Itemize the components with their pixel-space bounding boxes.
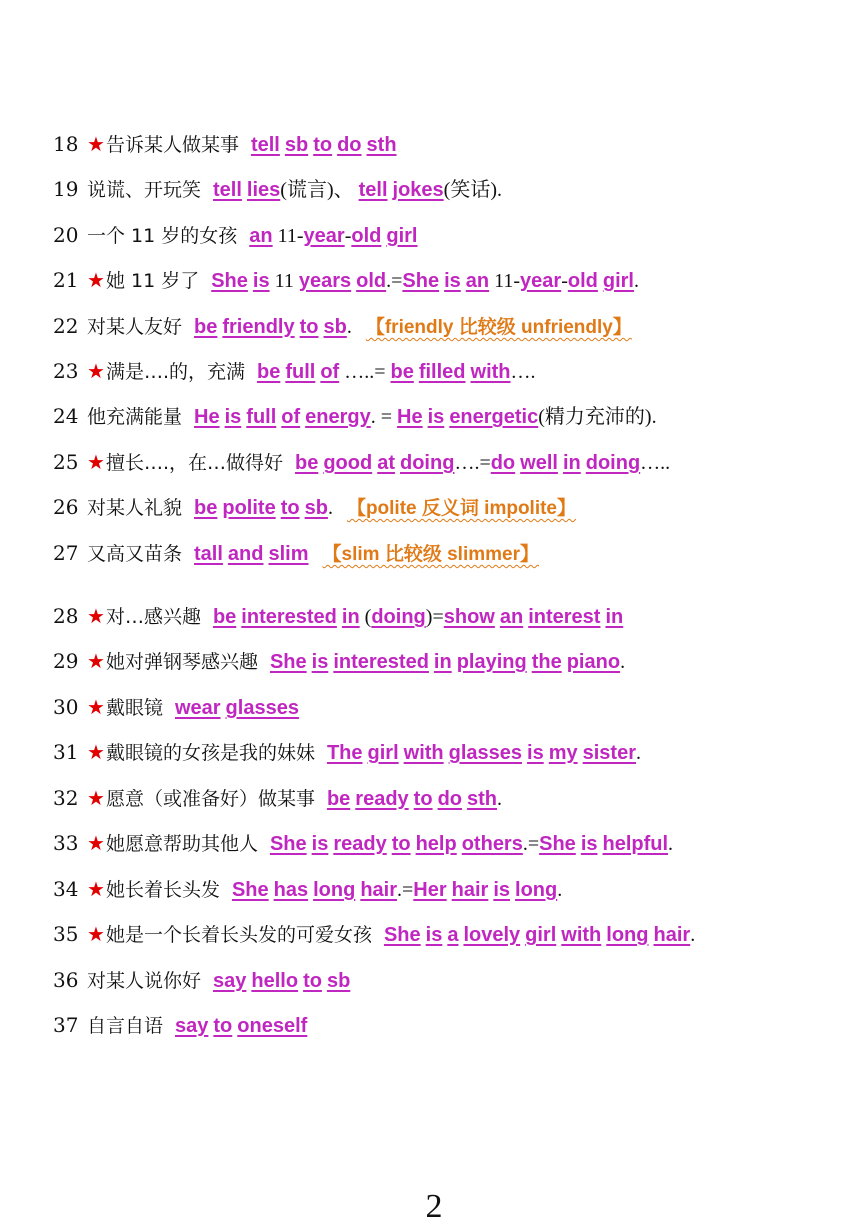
- phrase-word: an: [249, 225, 273, 247]
- phrase-row: [53, 735, 858, 769]
- phrase-word: sth: [366, 134, 397, 156]
- phrase-word: is: [425, 924, 443, 946]
- phrase-word: with: [470, 361, 511, 383]
- chinese-meaning: 她是一个长着长头发的可爱女孩: [105, 924, 372, 946]
- phrase-word: lies: [246, 179, 281, 201]
- phrase-word: is: [427, 406, 445, 428]
- chinese-meaning: 愿意（或准备好）做某事: [105, 788, 315, 810]
- phrase-word: be: [194, 497, 218, 519]
- phrase-word: year: [520, 270, 562, 292]
- phrase-row: [53, 1008, 858, 1042]
- phrase-word: polite: [222, 497, 276, 519]
- phrase-word: playing: [456, 651, 527, 673]
- phrase-word: doing: [371, 606, 426, 628]
- phrase-word: full: [246, 406, 277, 428]
- chinese-meaning: 满是….的，充满: [105, 361, 245, 383]
- phrase-word: help: [415, 833, 457, 855]
- phrase-row: [53, 826, 858, 860]
- phrase-word: tell: [213, 179, 242, 201]
- english-phrase: [270, 649, 625, 673]
- chinese-meaning: 一个 11 岁的女孩: [87, 225, 238, 247]
- entry-number: 34: [53, 877, 79, 901]
- phrase-word: old: [351, 225, 382, 247]
- entry-number: 20: [53, 223, 79, 247]
- chinese-meaning: 她对弹钢琴感兴趣: [105, 651, 258, 673]
- star-icon: ★: [87, 695, 105, 719]
- chinese-meaning: 对某人友好: [87, 316, 183, 338]
- chinese-meaning: 说谎、开玩笑: [87, 179, 202, 201]
- phrase-row: [53, 536, 858, 570]
- phrase-word: a: [447, 924, 459, 946]
- star-icon: ★: [87, 831, 105, 855]
- star-icon: ★: [87, 786, 105, 810]
- phrase-word: to: [299, 316, 319, 338]
- phrase-text: .: [620, 651, 626, 673]
- entry-number: 27: [53, 541, 79, 565]
- english-phrase: [194, 314, 352, 338]
- phrase-text: (: [359, 606, 372, 628]
- chinese-meaning: 对某人说你好: [87, 970, 202, 992]
- phrase-word: do: [437, 788, 462, 810]
- phrase-row: [53, 490, 858, 524]
- entry-number: 23: [53, 359, 79, 383]
- phrase-word: be: [326, 788, 351, 810]
- english-phrase: [384, 922, 695, 946]
- phrase-row: [53, 263, 858, 297]
- entry-number: 32: [53, 786, 79, 810]
- phrase-word: doing: [585, 452, 641, 474]
- phrase-word: long: [313, 879, 356, 901]
- phrase-text: (笑话).: [443, 179, 502, 201]
- english-phrase: [175, 695, 299, 719]
- phrase-word: She: [269, 833, 307, 855]
- phrase-word: oneself: [237, 1015, 308, 1037]
- phrase-word: in: [562, 452, 581, 474]
- phrase-text: (谎言)、: [280, 179, 359, 201]
- chinese-meaning: 告诉某人做某事: [105, 134, 239, 156]
- phrase-word: with: [561, 924, 602, 946]
- english-phrase: [295, 450, 670, 474]
- phrase-word: tall: [194, 543, 223, 565]
- english-phrase: [211, 268, 639, 292]
- phrase-word: with: [403, 742, 444, 764]
- english-phrase: [232, 877, 562, 901]
- phrase-word: to: [313, 134, 333, 156]
- phrase-word: girl: [602, 270, 634, 292]
- phrase-text: -: [344, 225, 352, 247]
- phrase-text: .: [636, 742, 641, 764]
- phrase-word: to: [213, 1015, 233, 1037]
- english-phrase: [194, 495, 333, 519]
- phrase-row: [53, 218, 858, 252]
- phrase-text: .: [668, 833, 674, 855]
- phrase-text: . =: [370, 406, 398, 428]
- entry-number: 26: [53, 495, 79, 519]
- phrase-word: sth: [467, 788, 497, 810]
- entry-number: 30: [53, 695, 79, 719]
- phrase-word: of: [281, 406, 301, 428]
- phrase-word: say: [213, 970, 247, 992]
- english-phrase: [249, 223, 417, 247]
- entry-number: 28: [53, 604, 79, 628]
- phrase-word: is: [444, 270, 461, 292]
- entry-number: 21: [53, 268, 79, 292]
- phrase-word: good: [323, 452, 373, 474]
- phrase-word: girl: [386, 225, 418, 247]
- entry-number: 19: [53, 177, 79, 201]
- phrase-word: show: [443, 606, 495, 628]
- phrase-word: is: [311, 651, 329, 673]
- phrase-text: 11-: [272, 225, 304, 247]
- english-phrase: [257, 359, 536, 383]
- phrase-text: .=: [522, 833, 540, 855]
- star-icon: ★: [87, 359, 105, 383]
- chinese-meaning: 她长着长头发: [105, 879, 220, 901]
- phrase-word: old: [356, 270, 387, 292]
- phrase-word: sb: [323, 316, 347, 338]
- grammar-note: 【friendly 比较级 unfriendly】: [365, 317, 632, 338]
- phrase-word: slim: [268, 543, 309, 565]
- phrase-row: [53, 354, 858, 388]
- chinese-meaning: 擅长….，在…做得好: [105, 452, 283, 474]
- phrase-word: glasses: [225, 697, 299, 719]
- phrase-word: is: [493, 879, 511, 901]
- star-icon: ★: [87, 922, 105, 946]
- phrase-text: ….=: [454, 452, 491, 474]
- phrase-word: an: [499, 606, 524, 628]
- phrase-text: )=: [425, 606, 444, 628]
- phrase-word: to: [413, 788, 433, 810]
- chinese-meaning: 自言自语: [87, 1015, 164, 1037]
- phrase-word: full: [285, 361, 316, 383]
- phrase-word: has: [273, 879, 309, 901]
- phrase-word: an: [465, 270, 490, 292]
- phrase-word: Her: [413, 879, 447, 901]
- phrase-word: to: [280, 497, 300, 519]
- phrase-word: She: [231, 879, 269, 901]
- phrase-text: 11-: [489, 270, 521, 292]
- phrase-word: She: [383, 924, 421, 946]
- entry-number: 22: [53, 314, 79, 338]
- star-icon: ★: [87, 450, 105, 474]
- phrase-row: [53, 399, 858, 433]
- phrase-word: jokes: [392, 179, 444, 201]
- chinese-meaning: 又高又苗条: [87, 543, 183, 565]
- phrase-word: be: [256, 361, 281, 383]
- english-phrase: [327, 786, 502, 810]
- phrase-word: long: [606, 924, 649, 946]
- phrase-word: interested: [333, 651, 429, 673]
- entry-number: 31: [53, 740, 79, 764]
- phrase-word: be: [294, 452, 319, 474]
- english-phrase: [194, 404, 657, 428]
- phrase-text: 11: [269, 270, 299, 292]
- phrase-word: wear: [174, 697, 221, 719]
- star-icon: ★: [87, 132, 105, 156]
- phrase-word: He: [194, 406, 220, 428]
- phrase-word: The: [326, 742, 363, 764]
- phrase-row: [53, 127, 858, 161]
- phrase-word: sb: [326, 970, 351, 992]
- phrase-word: the: [531, 651, 562, 673]
- phrase-word: in: [433, 651, 452, 673]
- star-icon: ★: [87, 740, 105, 764]
- chinese-meaning: 戴眼镜: [105, 697, 163, 719]
- phrase-word: helpful: [602, 833, 669, 855]
- phrase-text: .: [327, 497, 333, 519]
- star-icon: ★: [87, 649, 105, 673]
- phrase-text: .=: [397, 879, 414, 901]
- phrase-text: .: [690, 924, 696, 946]
- phrase-word: girl: [525, 924, 557, 946]
- chinese-meaning: 对…感兴趣: [105, 606, 201, 628]
- phrase-word: She: [211, 270, 248, 292]
- phrase-text: -: [561, 270, 568, 292]
- phrase-word: years: [298, 270, 352, 292]
- phrase-word: in: [605, 606, 624, 628]
- phrase-word: do: [490, 452, 516, 474]
- phrase-word: energy: [305, 406, 371, 428]
- english-phrase: [213, 968, 350, 992]
- phrase-row: [53, 172, 858, 206]
- phrase-word: sb: [304, 497, 328, 519]
- phrase-word: be: [194, 316, 218, 338]
- entry-number: 35: [53, 922, 79, 946]
- grammar-note: 【slim 比较级 slimmer】: [322, 544, 539, 565]
- phrase-row: [53, 872, 858, 906]
- phrase-word: filled: [418, 361, 466, 383]
- phrase-word: He: [397, 406, 423, 428]
- page-number: 2: [425, 1188, 443, 1225]
- phrase-word: ready: [333, 833, 387, 855]
- entry-number: 25: [53, 450, 79, 474]
- entry-number: 18: [53, 132, 79, 156]
- phrase-text: .: [497, 788, 502, 810]
- english-phrase: [194, 541, 309, 565]
- phrase-text: .: [557, 879, 563, 901]
- chinese-meaning: 他充满能量: [87, 406, 183, 428]
- phrase-word: friendly: [222, 316, 295, 338]
- entry-number: 37: [53, 1013, 79, 1037]
- phrase-word: ready: [355, 788, 409, 810]
- phrase-word: is: [311, 833, 329, 855]
- phrase-row: [53, 917, 858, 951]
- phrase-word: hello: [251, 970, 299, 992]
- phrase-word: piano: [566, 651, 621, 673]
- phrase-word: say: [175, 1015, 209, 1037]
- phrase-text: ….: [510, 361, 536, 383]
- phrase-word: hair: [360, 879, 398, 901]
- phrase-word: energetic: [449, 406, 539, 428]
- phrase-word: old: [567, 270, 598, 292]
- entry-number: 29: [53, 649, 79, 673]
- entry-number: 36: [53, 968, 79, 992]
- phrase-word: tell: [358, 179, 388, 201]
- phrase-word: at: [377, 452, 395, 474]
- phrase-word: long: [515, 879, 558, 901]
- phrase-word: She: [269, 651, 307, 673]
- phrase-word: to: [391, 833, 411, 855]
- phrase-row: [53, 690, 858, 724]
- chinese-meaning: 她愿意帮助其他人: [105, 833, 258, 855]
- english-phrase: [213, 177, 502, 201]
- phrase-text: (精力充沛的).: [538, 406, 657, 428]
- english-phrase: [175, 1013, 307, 1037]
- star-icon: ★: [87, 604, 105, 628]
- phrase-row: [53, 781, 858, 815]
- phrase-word: She: [402, 270, 440, 292]
- phrase-word: interest: [528, 606, 601, 628]
- chinese-meaning: 戴眼镜的女孩是我的妹妹: [105, 742, 315, 764]
- phrase-text: .: [346, 316, 352, 338]
- phrase-text: …..: [640, 452, 671, 474]
- phrase-word: of: [320, 361, 340, 383]
- star-icon: ★: [87, 877, 105, 901]
- phrase-word: is: [224, 406, 242, 428]
- phrase-word: hair: [451, 879, 489, 901]
- phrase-word: my: [548, 742, 578, 764]
- phrase-row: [53, 599, 858, 633]
- phrase-word: is: [527, 742, 544, 764]
- phrase-word: to: [303, 970, 322, 992]
- phrase-text: .=: [386, 270, 403, 292]
- phrase-row: [53, 445, 858, 479]
- phrase-word: well: [520, 452, 558, 474]
- star-icon: ★: [87, 268, 105, 292]
- chinese-meaning: 她 11 岁了: [105, 270, 200, 292]
- phrase-word: year: [303, 225, 345, 247]
- entry-number: 24: [53, 404, 79, 428]
- phrase-word: do: [337, 134, 362, 156]
- chinese-meaning: 对某人礼貌: [87, 497, 183, 519]
- entry-number: 33: [53, 831, 79, 855]
- phrase-word: hair: [653, 924, 691, 946]
- phrase-word: others: [461, 833, 523, 855]
- grammar-note: 【polite 反义词 impolite】: [346, 498, 576, 519]
- phrase-word: glasses: [448, 742, 523, 764]
- phrase-word: and: [227, 543, 264, 565]
- phrase-word: be: [212, 606, 237, 628]
- phrase-word: lovely: [463, 924, 521, 946]
- phrase-word: is: [580, 833, 598, 855]
- phrase-row: [53, 644, 858, 678]
- english-phrase: [213, 604, 623, 628]
- phrase-word: sb: [284, 134, 309, 156]
- phrase-word: be: [390, 361, 414, 383]
- phrase-word: interested: [241, 606, 337, 628]
- english-phrase: [251, 132, 397, 156]
- phrase-word: tell: [250, 134, 280, 156]
- phrase-word: in: [341, 606, 360, 628]
- english-phrase: [270, 831, 673, 855]
- phrase-row: [53, 309, 858, 343]
- phrase-word: is: [252, 270, 270, 292]
- phrase-word: girl: [367, 742, 399, 764]
- phrase-row: [53, 963, 858, 997]
- phrase-text: …..=: [339, 361, 391, 383]
- phrase-word: doing: [400, 452, 455, 474]
- phrase-word: sister: [582, 742, 636, 764]
- phrase-text: .: [634, 270, 639, 292]
- phrase-word: She: [539, 833, 576, 855]
- english-phrase: [327, 740, 641, 764]
